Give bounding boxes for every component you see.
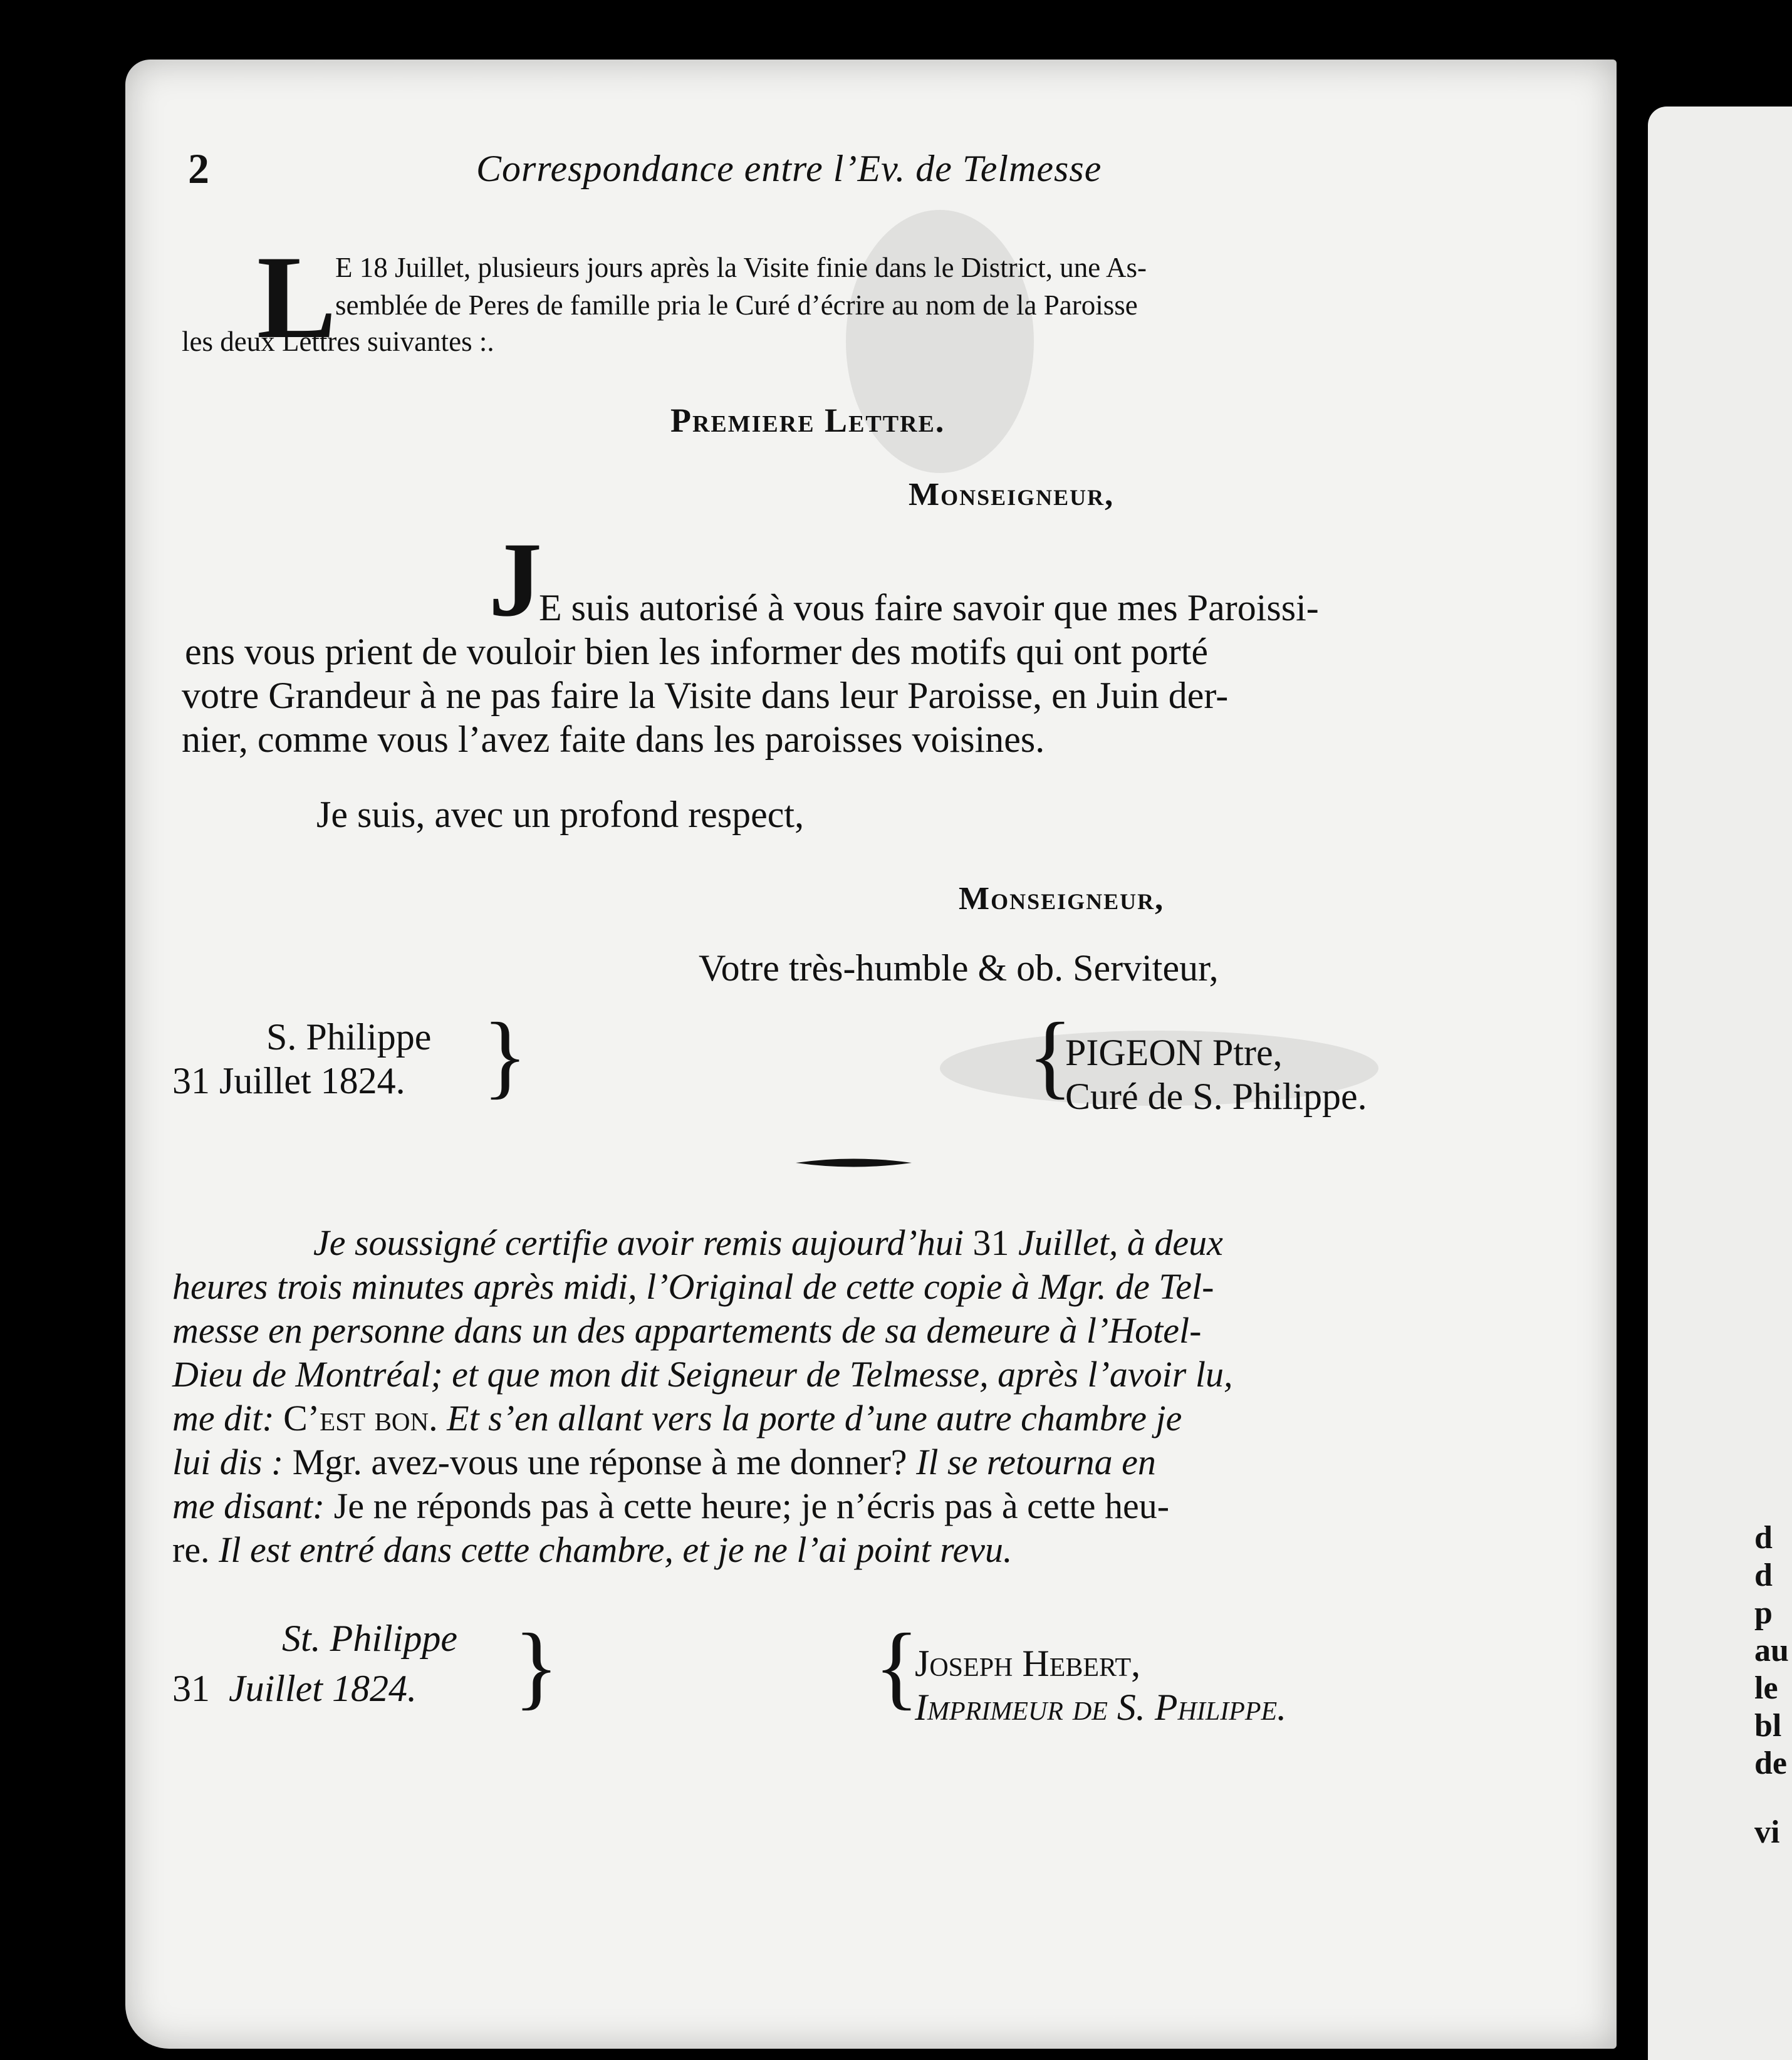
separator-ornament [796,1157,912,1168]
cert-text: 31 [963,1222,1018,1263]
certificate-line [172,1310,1202,1351]
running-head: Correspondance entre l’Ev. de Telmesse [476,148,1102,189]
certificate-line [172,1485,1170,1526]
certificate-line [172,1400,1182,1437]
cert-text: Je soussigné certifie avoir remis aujourd’hui [313,1222,964,1263]
intro-line: semblée de Peres de famille pria le Curé d’écrire au nom de la Paroisse [335,289,1138,321]
certificate-line [172,1444,1156,1480]
cert-text: messe en personne dans un des appartements de sa demeure à l’Hotel- [172,1310,1202,1351]
fragment: vi [1754,1814,1780,1850]
cert-place: St. Philippe [282,1618,457,1659]
letter-line: votre Grandeur à ne pas faire la Visite dans leur Paroisse, en Juin der- [182,675,1229,716]
certificate-line [313,1222,1223,1263]
intro-line: E 18 Juillet, plusieurs jours après la Visite finie dans le District, une As- [335,252,1147,283]
intro-line: les deux Lettres suivantes :. [182,326,494,357]
cert-text: re. [172,1529,210,1570]
certificate-line [172,1266,1214,1307]
fragment: bl [1754,1708,1782,1744]
signature-name: PIGEON Ptre, [1065,1032,1283,1073]
cert-text: Dieu de Montréal; et que mon dit Seigneur de Telmesse, après l’avoir lu, [172,1354,1233,1395]
cert-text: Juillet, à deux [1018,1222,1223,1263]
date: 31 Juillet 1824. [172,1060,405,1101]
fragment: le [1754,1670,1778,1706]
cert-text: Mgr. avez-vous une réponse à me donner? [283,1442,907,1482]
cert-text: Je ne réponds pas à cette heure; je n’écris pas à cette heu- [325,1485,1170,1526]
adjacent-page [1648,107,1792,2060]
cert-signature-title: Imprimeur de S. Philippe. [915,1687,1287,1728]
fragment: d [1754,1520,1773,1556]
cert-text: C’est bon. [274,1398,447,1438]
place: S. Philippe [266,1016,432,1058]
letter-line: ens vous prient de vouloir bien les informer des motifs qui ont porté [185,631,1209,672]
document-page [125,60,1617,2049]
cert-text: Et s’en allant vers la porte d’une autre chambre je [447,1398,1182,1438]
cert-text: Il se retourna en [907,1442,1156,1482]
closing-salutation: Monseigneur, [959,881,1165,917]
cert-text: Il est entré dans cette chambre, et je ne l’ai point revu. [209,1529,1013,1570]
cert-text: heures trois minutes après midi, l’Original de cette copie à Mgr. de Tel- [172,1266,1214,1307]
fragment: p [1754,1595,1773,1631]
cert-date [172,1670,417,1707]
cert-date-text: Juillet 1824. [229,1668,417,1709]
letter-heading: Premiere Lettre. [670,402,945,439]
drop-cap: J [489,521,542,638]
fragment: d [1754,1558,1773,1593]
fragment: de [1754,1745,1787,1781]
servant-line: Votre très-humble & ob. Serviteur, [699,947,1219,989]
letter-line: nier, comme vous l’avez faite dans les paroisses voisines. [182,719,1045,760]
cert-text: me disant: [172,1485,325,1526]
cert-signature-name: Joseph Hebert, [915,1643,1141,1684]
cert-text: lui dis : [172,1442,284,1482]
certificate-line [172,1356,1232,1393]
page-number: 2 [188,145,209,192]
letter-line: E suis autorisé à vous faire savoir que mes Paroissi- [539,587,1319,628]
fragment: au [1754,1633,1789,1668]
brace-right: } [482,1004,528,1108]
closing: Je suis, avec un profond respect, [316,794,805,835]
certificate-line [172,1529,1013,1570]
brace-left: { [1028,1004,1073,1108]
cert-text: me dit: [172,1398,274,1438]
signature-title: Curé de S. Philippe. [1065,1076,1367,1117]
brace-left: { [874,1615,919,1719]
salutation: Monseigneur, [909,477,1115,512]
drop-cap: L [257,232,336,363]
brace-right: } [514,1615,559,1719]
cert-date-number: 31 [172,1668,210,1709]
